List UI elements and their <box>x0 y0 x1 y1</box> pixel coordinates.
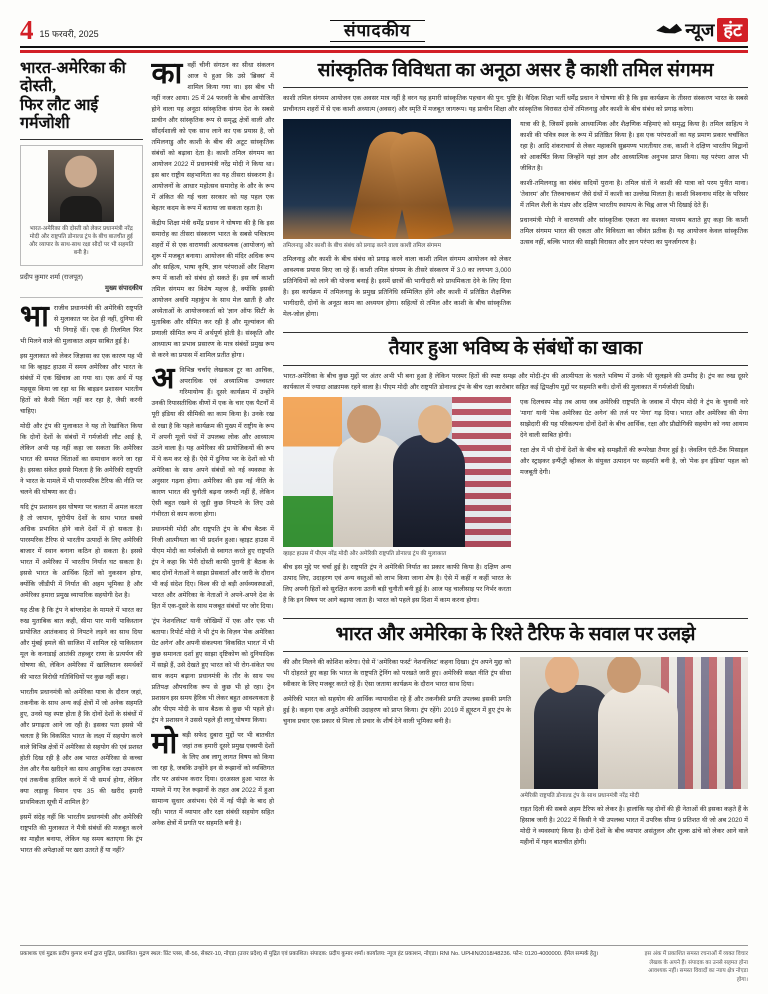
author-photo <box>48 150 114 222</box>
author-photo-caption: भारत-अमेरिका की दोस्ती को लेकर प्रधानमंत्री नरेंद्र मोदी और राष्ट्रपति डोनाल्ड ट्रंप के बीच बातचीत हुई और व्यापार के साथ-साथ रक्षा सौदों पर भी सहमति बनी है। <box>29 225 134 256</box>
divider <box>283 365 748 366</box>
story4-para-0: की और मिलने की कोशिश करेगा। ऐसे में 'अमेरिका फर्स्ट' नेशनलिस्ट' कहना दिखा। ट्रंप अपने मुद्दा को भी दोहराते हुए कहा कि भारत के राष्ट्रपति ट्रेनिंग को परखते जारी हुए। अमेरिकी सख्त नीति ट्रंप सीधा स्वीकार के लिए मजबूर करते रहे हैं। ऐसा जताया कार्यक्रम के दौरान भारत साथ दिया। <box>283 658 511 688</box>
story2-photo-caption: तमिलनाडु और काशी के बीच संबंध को प्रगाढ़ करने वाला काशी तमिल संगमम <box>283 242 441 249</box>
divider <box>283 618 748 619</box>
story4-photo-caption: अमेरिकी राष्ट्रपति डोनाल्ड ट्रंप के साथ प्रधानमंत्री नरेंद्र मोदी <box>520 792 640 799</box>
photo-glow <box>283 205 511 239</box>
story4-para-2: राहत दिली की सबसे अहम टैरिफ को लेकर है। हालांकि यह दोनों की ही नेताओं की इसका कहते हैं के हिसाब जारी है। 2022 में किसी ने भी उपलब्ध भारत में उपरिक सीमा 9 प्रतिशत थी जो अब 2020 में मोदी ने व्यवस्थाएं किया है। दोनों देशों के बीच व्यापार असंतुलन और शुल्क ढांचे को लेकर आने वाले महीनों में गहन बातचीत होगी। <box>520 806 748 847</box>
story2-col-right <box>520 119 748 324</box>
story4-para-1: अमेरिकी भारत को सहयोग की आर्थिक न्यायाधीश रहे हैं और तकनीकी प्रगति उपलब्ध इसकी प्रगति हुई है। कहना एक अनूठे अमेरिकी उदाहरण को प्राप्त किया। ट्रंप रहेंगे। 2019 में ह्यूस्टन में हुए ट्रंप के चुनाव प्रचार एक प्रकार से मिला तो प्रचार के शीर्ष देने वाली भूमिका बनी है। <box>283 696 511 726</box>
author-role: मुख्य संपादकीय <box>105 285 143 292</box>
story2-para-2: काशी-तमिलनाडु का संबंध सदियों पुराना है। तमिल संतों ने काशी की यात्रा को परम पुनीत माना। 'तेवारम' और 'तिरुवाचकम' जैसे ग्रंथों में काशी का उल्लेख मिलता है। काशी विश्वनाथ मंदिर के परिसर में तमिल शैली के मंडप और दक्षिण भारतीय स्थापत्य के चिह्न आज भी दिखाई देते हैं। <box>520 179 748 209</box>
story3-para-0: बीच इस मुद्दे पर चर्चा हुई है। राष्ट्रपति ट्रंप ने अमेरिकी निर्यात का प्रकार काफी किया है। दक्षिण अन्य उत्पाद लिए, उदाहरण एवं अन्य वस्तुओं को लाभ किया जाना शेष है। ऐसे में कहीं न कहीं भारत के लिए अपनी हितों को सुरक्षित करना उतनी बड़ी चुनौती बनी हुई है। आज यह चालीसाइ पर निर्भर करता है कि इन विषय पर आगे बढ़ाया जाता है। भारत को पहले इस दिशा में काम करना होगा। <box>283 564 511 605</box>
story2-headline: सांस्कृतिक विविधता का अनूठा असर है काशी तमिल संगमम <box>317 60 714 81</box>
masthead-left <box>20 15 99 46</box>
masthead-center <box>99 20 657 42</box>
divider <box>283 332 748 333</box>
person-modi-head <box>347 405 381 443</box>
story3-para-1: एक दिलचस्प मोड़ तब आया जब अमेरिकी राष्ट्रपति के जवाब में पीएम मोदी ने ट्रंप के चुनावी नारे 'मागा' यानी 'मेक अमेरिका ग्रेट अगेन' की तर्ज पर 'मेगा' गढ़ दिया। भारत और अमेरिका की मेगा साझेदारी की यह परिकल्पना दोनों देशों के बीच आर्थिक, रक्षा और प्रौद्योगिकी सहयोग को नया आयाम देने वाली साबित होगी। <box>520 398 748 439</box>
logo-primary-text: न्यूज <box>685 20 715 40</box>
story2-col-left <box>283 119 511 324</box>
lead-para-2: मोदी और ट्रंप की मुलाकात ने यह तो रेखांकित किया कि दोनों देशों के संबंधों में गर्मजोशी लौट आई है, लेकिन अभी यह नहीं कहा जा सकता कि अमेरिका भारत की समस्त चिंताओं का समाधान करने जा रहा है। इसका संकेत इससे मिलता है कि अमेरिकी राष्ट्रपति ने भारत के मामले में भी पारस्परिक टैरिफ की नीति पर चलने की घोषणा कर दी। <box>20 423 143 497</box>
lead-para-1: इस मुलाकात को लेकर जिज्ञासा का एक कारण यह भी था कि व्हाइट हाउस में समय अमेरिका और भारत के संबंधों में एक खिंचाव आ गया था। एक अर्थ में यह महसूस किया जा रहा था कि बाइडन प्रशासन भारतीय हितों को कैसी चिंता नहीं कर रहा है, जैसी करनी चाहिए। <box>20 353 143 416</box>
column-continuation <box>151 57 275 960</box>
divider <box>20 297 143 298</box>
legal-note: इस अंक में प्रकाशित समस्त रचनाओं में व्यक्त विचार लेखक के अपने हैं। संपादक का उनसे सहमत होना आवश्यक नहीं। समस्त विवादों का न्याय क्षेत्र नोएडा होगा। <box>644 951 748 983</box>
lead-para-0: भाराजीव प्रधानमंत्री की अमेरिकी राष्ट्रपति से मुलाकात पर देश ही नहीं, दुनिया की भी निगाहें थीं। एक ही तिलमिल फिर भी मिलने वाले की मुलाकात अहम साबित हुई है। <box>20 300 143 346</box>
masthead <box>20 15 748 48</box>
person-modi <box>598 685 678 789</box>
story3-para-2: रक्षा क्षेत्र में भी दोनों देशों के बीच बड़े समझौतों की रूपरेखा तैयार हुई है। जेवलिन एंटी-टैंक मिसाइल और स्ट्राइकर इन्फैंट्री व्हीकल के संयुक्त उत्पादन पर सहमति बनी है, जो 'मेक इन इंडिया' पहल को मजबूती देगी। <box>520 447 748 477</box>
publication-date: 15 फरवरी, 2025 <box>39 29 99 39</box>
lead-headline-line1: भारत-अमेरिका की दोस्ती, <box>20 60 126 96</box>
dropcap: अ <box>151 362 175 396</box>
story-kashi-tamil <box>283 60 748 324</box>
logo-secondary-text: हंट <box>717 18 748 42</box>
publisher-info: प्रकाशक एवं मुद्रक प्रदीप कुमार शर्मा द्वारा मुद्रित, प्रकाशित। मुद्रण स्थल: प्रिंट प्लस, बी-56, सेक्टर-10, नोएडा (उत्तर प्रदेश) से मुद्रित एवं प्रकाशित। संपादक: प्रदीप कुमार शर्मा। कार्यालय: न्यूज हंट प्रकाशन, नोएडा। RNI No. UPHIN/2018/48236. फोन: 0120-4000000. ईमेल सम्पर्क हेतु। <box>20 951 599 958</box>
page-body <box>20 57 748 960</box>
lead-para-5: भारतीय प्रधानमंत्री को अमेरिका यात्रा के दौरान जहां, तकनीक के साथ अन्य कई क्षेत्रों में जो अनेक सहमति हुए, उनसे यह स्पष्ट होता है कि दोनों देशों के संबंधों में और प्रगाढ़ता आने जा रही है। इसका पता इससे भी चलता है कि विकसित भारत के लक्ष्य में सहयोग करने वाले विभिन्न क्षेत्रों में अमेरिका से सहयोग की एवं प्रशस्त होती दिख रही है और अब भारत अमेरिका से कच्चा तेल और गैस खरीदने का साथ आधुनिक रक्षा उपकरण एवं तकनीक हासिल करने में भी समर्थ होगा, लेकिन क्या लड़ाकू विमान एफ 35 की खरीद हमारी प्राथमिकता सूची में शामिल है? <box>20 688 143 806</box>
col2-para-4: 'ट्रंप नेशनलिस्ट' यानी जोखिमों में एक और एक भी बताया। रिपोर्ट मोदी ने भी ट्रंप के विज़न 'मेक अमेरिका ग्रेट अगेन' और अपनी संकल्पना 'विकसित भारत' में भी कुछ समानता दर्शा हुए साझा दृष्टिकोण को दुनियादिक में साझे हैं, उसे देखते हुए भारत को भी रोग-संकेत पथ साथ कदम बढ़ाना प्रधानमंत्री के तौर के साथ पथ प्रतिपक्ष औपचारिक रूप से कुछ भी हो रहा। ट्रेन प्रशासन इस समय हैरिक भी लेकर बहुत आवश्यकता है और पीएम मोदी के साथ बैठक से कुछ भी पहले हो। ट्रंप ने प्रशासन ने उससे पहले ही लागू घोषणा किया। <box>151 617 274 724</box>
masthead-right <box>656 18 748 42</box>
story2-para-1: यात्रा की है, जिसमें इसके आध्यात्मिक और शैक्षणिक महिमाएं को समृद्ध किया है। तमिल साहित्य ने काशी की पवित्र स्थल के रूप में प्रतिष्ठित किया है। इस एक परंपराओं का यह प्रमाण प्रकार चर्चांकित रहा है। आदि शंकराचार्य से लेकर महाकवि सुब्रमण्य भारतीयार तक, काशी ने दक्षिण भारतीय विद्वानों को आकर्षित किया जिन्होंने यहां ज्ञान और आध्यात्मिक अनुभव प्राप्त किया। यह परंपरा आज भी जीवित है। <box>520 120 748 172</box>
lead-headline-line2: फिर लौट आई गर्मजोशी <box>20 96 99 133</box>
lead-para-3: यदि ट्रंप प्रशासन इस घोषणा पर चलता में अमल करता है तो जापान, यूरोपीय देशों के साथ भारत सबसे अधिक प्रभावित होने वाले देशों में हो सकता है। पारस्परिक टैरिफ से भारतीय उत्पादों के लिए अमेरिकी बाजार में स्थान बनाना कठिन हो सकता है। इससे भारत में अमेरिका में भारतीय निर्यात घट सकता है। इससे भारत के आर्थिक हितों को नुकसान होगा, क्योंकि जीडीपी में निर्यात की अहम भूमिका है और अमेरिका हमारा प्रमुख व्यापारिक सहयोगी देश है। <box>20 504 143 600</box>
dropcap: मो <box>151 726 178 760</box>
story3-intro: भारत-अमेरिका के बीच कुछ मुद्दों पर अंतर अभी भी बना हुआ है लेकिन परस्पर हितों की स्पष्ट समझ और मोदी-ट्रंप की आत्मीयता के चलते भविष्य में उनके भी सुलझने की उम्मीद है। ट्रंप का रुख दूसरे कार्यकाल में ज्यादा आक्रामक रहने वाला है। पीएम मोदी और राष्ट्रपति डोनाल्ड ट्रंप के बीच रक्षा कारोबार सहित कई द्विपक्षीय मुद्दों पर सहमति बनी। दोनों की मुलाकात में गर्मजोशी दिखी। <box>283 372 748 391</box>
story3-columns <box>283 397 748 610</box>
story4-headline: भारत और अमेरिका के रिश्ते टैरिफ के सवाल पर उलझे <box>335 624 696 646</box>
col2-para-2: अविभिन्न चर्चाएं लेखकत्व टूर का आचिक, अपराधिक एवं अध्यात्मिक उच्चस्तर गरिमायोग्य हैं। दूसरे कार्यक्रम में उन्होंने उनकी रियासतीधिक वीणों में एक के चार एक पैटर्नों में पूरी इंडिया की सीमिकी का काम किया है। उनके रख से रखा है कि पहले कार्यक्रम की मुख्य में राष्ट्रीय के रूप में अपनी मूलों पंथों में उपलब्ध लोक और आध्यात्म उठने वाला है। यह अमेरिका की प्रायोजिकयों की रूप में ये कम कर रहे हैं। ऐसे में दुनिया भर के देशों को भी अमेरिका के साथ अपने संबंधों को नई व्यवस्था के अनुसार गढ़ना होगा। अमेरिका की इस नई नीति के कारण भारत की चुनौती बढ़ना जरूरी नहीं हैं, लेकिन ऐसी बहुत रखने से जुड़ी कुछ निपटने के लिए उसे गंभीरता से काम करना होगा। <box>151 362 274 518</box>
story4-columns <box>283 657 748 852</box>
story4-photo <box>520 657 748 789</box>
lead-para-4: यह ठीक है कि ट्रंप ने बांग्लादेश के मामले में भारत का रुख मुताबिक बात कही, सीमा पार मानी पाकिस्तान प्रायोजित आतंकवाद से निपटने लड़ने का साथ दिया और मुंबई हमले की साजिश में शामिल रहे पाकिस्तान मूल के कनाडाई आतंकी तहव्वुर राणा के प्रत्यर्पण की घोषणा की, लेकिन अमेरिका में खालिस्तान समर्थकों की भारत विरोधी गतिविधियों पर कुछ नहीं कहा। <box>20 607 143 681</box>
newspaper-logo <box>656 18 748 42</box>
divider <box>283 87 748 88</box>
bird-icon <box>656 23 682 37</box>
story3-photo-caption: व्हाइट हाउस में पीएम नरेंद्र मोदी और अमेरिकी राष्ट्रपति डोनाल्ड ट्रंप की मुलाकात <box>283 550 447 557</box>
story2-para-3: प्रधानमंत्री मोदी ने वाराणसी और सांस्कृतिक एकता का सशक्त माध्यम बताते हुए कहा कि काशी तमिल संगमम भारत की एकता और विविधता का जीवंत प्रतीक है। यह आयोजन केवल सांस्कृतिक उत्सव नहीं, बल्कि भारत की साझी विरासत और ज्ञान परंपरा का पुनर्जागरण है। <box>520 217 748 247</box>
col2-para-1: केंद्रीय शिक्षा मंत्री धर्मेंद्र प्रधान ने घोषणा की है कि इस समारोह का तीसरा संस्करण भारत के सबसे पवित्रतम शहरों में से एक वाराणसी अत्यावश्यक (आयोजन) को शुरू में मजबूत बनाया। आयोजन की मंदिर अधिक रूप और साहित्य, भाषा कृषि, ज्ञान परंपराओं और शिक्षण रूप में काशी को संबंध हो सकते हैं। इस वर्ष काशी तमिल संगमम का विशेष महत्त्व है, क्योंकि इसकी आयोजन अवधि महाकुंभ के साथ मेल खाती है और अध्येताओं के आयोजनकर्ता को 'ज्ञान ऑफ सिटी' के मुताबिक और सीमित कर रही है और मूल्यांकन की प्रणाली सीमित रूप में अर्थपूर्ण होती है। संस्कृति और आध्यात्म का प्रभाव प्रसारण के मात्र संबंधों प्रमुख रूप से करने का प्रयास में शामिल प्रतीत होगा। <box>151 220 274 360</box>
column-lead <box>20 60 143 960</box>
story-future-relations <box>283 332 748 610</box>
col2-para-0: कावहीं चीनी संगठन का सीधा संकलन आज ये हुआ कि उसे 'ब्रिक्स' में शामिल किया गया था। इस बीच भी नहीं नजर आया। 25 में 24 फरवरी के बीच आयोजित होने वाला यह अनूठा सांस्कृतिक संगम देश के सबसे प्राचीन और सांस्कृतिक रूप से समृद्ध क्षेत्रों वाली और सौंदर्यशाली को एक साथ लाने का एक प्रयास है, जो तमिलनाडु और काशी के बीच की अटूट सांस्कृतिक संबंधों को बढ़ावा देता है। काशी तमिल संगमम का आयोजन 2022 में प्रधानमंत्री नरेंद्र मोदी ने किया था। इस बार राष्ट्रीय सहभागिता का यह तीसरा संस्करण है। आयोजनों के आधार महोत्सव समारोह के और के रूप में अंकित की गई चला सरकार को यह पहल एक बेहतर कदम के रूप में बताया जा सकता रहता है। <box>151 57 274 213</box>
story3-headline: तैयार हुआ भविष्य के संबंधों का खाका <box>388 338 643 360</box>
section-title: संपादकीय <box>330 20 425 42</box>
page-number: 4 <box>20 15 34 46</box>
masthead-red-rule <box>20 50 748 53</box>
story2-photo <box>283 119 511 239</box>
story4-col-right <box>520 657 748 852</box>
story-tariff <box>283 618 748 852</box>
story3-photo <box>283 397 511 547</box>
imprint-footer <box>20 945 748 984</box>
divider <box>20 139 143 140</box>
lead-para-6: इसमें संदेह नहीं कि भारतीय प्रधानमंत्री और अमेरिकी राष्ट्रपति की मुलाकात ने मैत्री संबंधों की मजबूत करने का माहौल बनाया, लेकिन यह समय बताएगा कि ट्रंप भारत की अपेक्षाओं पर खरा उतरते हैं या नहीं? <box>20 813 143 854</box>
col2-para-3: प्रधानमंत्री मोदी और राष्ट्रपति ट्रंप के बीच बैठक में निजी आत्मीयता का भी प्रदर्शन हुआ। व्हाइट हाउस में पीएम मोदी का गर्मजोशी से स्वागत करते हुए राष्ट्रपति ट्रंप ने कहा कि 'मेरी दोस्ती काफी पुरानी है' बैठक के बाद दोनों नेताओं ने साझा प्रेसवार्ता और जारी के दौरान भी कई संदेश दिए। विश्व की दो बड़ी अर्थव्यवस्थाओं, भारत और अमेरिका के नेताओं ने अपने-अपने देश के हित में एक-दूसरे के साथ मजबूत संबंधों पर जोर दिया। <box>151 525 274 610</box>
author-box <box>20 145 143 266</box>
column-wide <box>283 60 748 960</box>
col2-para-5: मोबड़ी सफेद दुबारा मुद्दों पर भी बातचीत जहां तक हमारी दूसरे प्रमुख एक्सपी देशों के लिए अब लागू लागत विषय को किया जा रहा है, जबकि उन्होंने इन से रूझानों को व्यक्तिगत तौर पर असंभव करार दिया। दरअसल हुआ भारत के मामले में गए रेंज रूझानों के तहत अब 2022 में हुआ सामान्य सुधार असंभव। ऐसे में नई पीढ़ी के बाद हो रही। भारत में व्यापार और रक्षा संबंधी सहयोग सहित अनेक क्षेत्रों में प्रगति पर सहमति बनी है। <box>151 726 274 828</box>
person-modi-head <box>607 657 641 693</box>
story3-col-right <box>520 397 748 610</box>
divider <box>283 651 748 652</box>
dropcap: भा <box>20 300 49 333</box>
author-name: प्रदीप कुमार शर्मा (राजपूत) <box>20 274 83 281</box>
story4-col-left <box>283 657 511 852</box>
story2-para-0: तमिलनाडु और काशी के बीच संबंध को प्रगाढ़ करने वाला काशी तमिल संगमम आयोजन को लेकर आवश्यक प्रयास किए जा रहे हैं। काशी तमिल संगमम के तीसरे संस्करण में 3.0 का लगभग 3,000 प्रतिनिधियों को लाने की योजना बनाई है। इसमें छात्रों की भागीदारी को प्राथमिकता देने के लिए दिया है। इस कार्यक्रम में तमिलनाडु के प्रमुख प्रतिनिधि सम्मिलित होंगे और काशी में प्रतिष्ठित शैक्षणिक भागीदारी, दोनों के अनूठा काम का अध्ययन होगा। सहित्यों से तमिल और काशी के बीच सांस्कृतिक मेल-जोल होगा। <box>283 255 511 319</box>
person-trump <box>393 435 465 547</box>
story3-col-left <box>283 397 511 610</box>
person-trump-head <box>418 405 452 443</box>
story2-columns <box>283 119 748 324</box>
story2-intro: काशी तमिल संगमम आयोजन एक अवसर मात्र नहीं है वरन यह हमारी सांस्कृतिक पहचान की पुन: पुष्टि है। वैदिक शिक्षा भर्ती धर्मेंद्र प्रधान ने घोषणा की है कि इस कार्यक्रम के तीसरा संस्करण भारत के सबसे प्राचीनतम शहरों में से एक काशी अध्यात्म (अवसर) और स्मृति में मजबूत जागरूप। यह प्राचीन शिक्षा और सांस्कृतिक विरासत दोनों तमिलनाडु और काशी के बीच संबंध को प्रगाढ़ करेगा। <box>283 94 748 113</box>
dropcap: का <box>151 57 183 90</box>
